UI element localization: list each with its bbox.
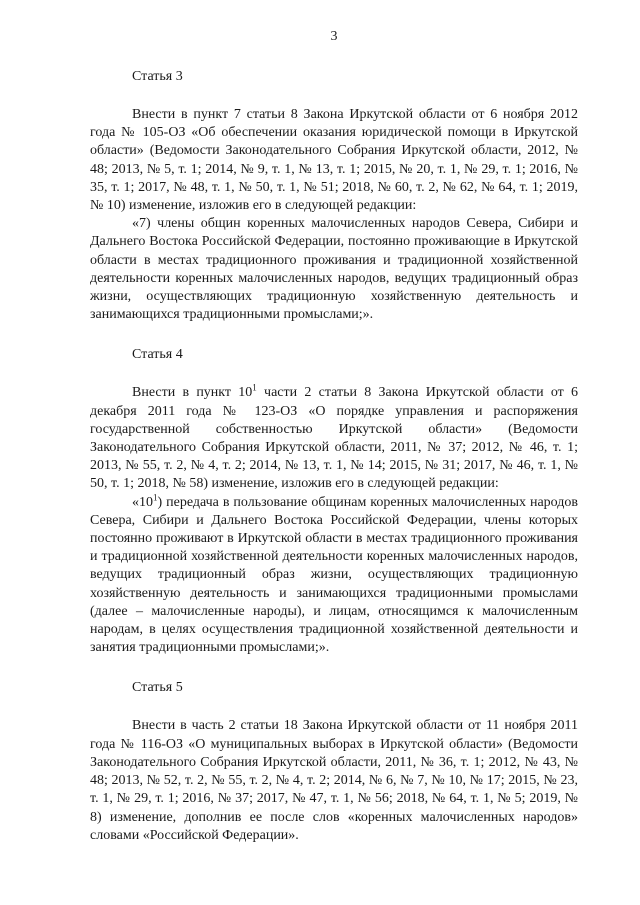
superscript: 1 bbox=[153, 492, 158, 502]
article-5 bbox=[90, 679, 578, 844]
article-paragraph bbox=[90, 384, 578, 493]
article-heading: Статья 3 bbox=[132, 69, 183, 84]
page-number: 3 bbox=[330, 29, 338, 44]
article-paragraph: «7) члены общин коренных малочисленных народов Севера, Сибири и Дальнего Востока Российской Федерации, постоянно проживающие в Иркутской области в местах традиционного проживания и традиционной хозяйственной деятельности коренных малочисленных народов, ведущих традиционный образ жизни, осуществляющих традиционную хозяйственную деятельность и занимающихся традиционными промыслами;». bbox=[90, 216, 578, 323]
article-paragraph: Внести в часть 2 статьи 18 Закона Иркутской области от 11 ноября 2011 года № 116-ОЗ «О муниципальных выборах в Иркутской области» (Ведомости Законодательного Собрания Иркутской области, 2011, № 36, т. 1; 2012, № 43, № 48; 2013, № 52, т. 2, № 55, т. 2, № 4, т. 2; 2014, № 6, № 7, № 10, № 17; 2015, № 23, т. 1, № 29, т. 1; 2016, № 37; 2017, № 47, т. 1, № 56; 2018, № 64, т. 1, № 5; 2019, № 8) изменение, дополнив ее после слов «коренных малочисленных народов» словами «Российской Федерации». bbox=[90, 718, 578, 843]
article-3 bbox=[90, 68, 578, 324]
paragraph-text: части 2 статьи 8 Закона Иркутской области от 6 декабря 2011 года № 123-ОЗ «О порядке управления и распоряжения государственной собственностью Иркутской области» (Ведомости Законодательного Собрания Иркутской области, 2011, № 37; 2012, № 46, т. 1; 2013, № 55, т. 2, № 4, т. 2; 2014, № 13, т. 1, № 14; 2015, № 31; 2017, № 46, т. 1, № 50, т. 1; 2018, № 58) изменение, изложив его в следующей редакции: bbox=[90, 385, 578, 492]
document-page bbox=[90, 28, 578, 867]
paragraph-text: Внести в пункт 10 bbox=[132, 385, 253, 401]
article-4 bbox=[90, 346, 578, 657]
paragraph-text: ) передача в пользование общинам коренных малочисленных народов Севера, Сибири и Дальнего Востока Российской Федерации, члены которых постоянно проживают в Иркутской области в местах традиционного проживания и традиционной хозяйственной деятельности коренных малочисленных народов, ведущих традиционный образ жизни, осуществляющих традиционную хозяйственную деятельность и занимающихся традиционными промыслами (далее – малочисленные народы), и лицам, относящимся к малочисленным народам, в целях осуществления традиционной хозяйственной деятельности и занятия традиционными промыслами;». bbox=[90, 494, 578, 656]
paragraph-text: «10 bbox=[132, 494, 153, 510]
article-paragraph bbox=[90, 494, 578, 658]
superscript: 1 bbox=[252, 382, 257, 393]
article-heading: Статья 4 bbox=[132, 347, 183, 363]
article-paragraph: Внести в пункт 7 статьи 8 Закона Иркутской области от 6 ноября 2012 года № 105-ОЗ «Об обеспечении оказания юридической помощи в Иркутской области» (Ведомости Законодательного Собрания Иркутской области, 2012, № 48; 2013, № 5, т. 1; 2014, № 9, т. 1, № 13, т. 1; 2015, № 20, т. 1, № 29, т. 1; 2016, № 35, т. 1; 2017, № 48, т. 1, № 50, т. 1, № 51; 2018, № 60, т. 2, № 62, № 64, т. 1; 2019, № 10) изменение, изложив его в следующей редакции: bbox=[90, 107, 578, 214]
article-heading: Статья 5 bbox=[132, 680, 183, 696]
